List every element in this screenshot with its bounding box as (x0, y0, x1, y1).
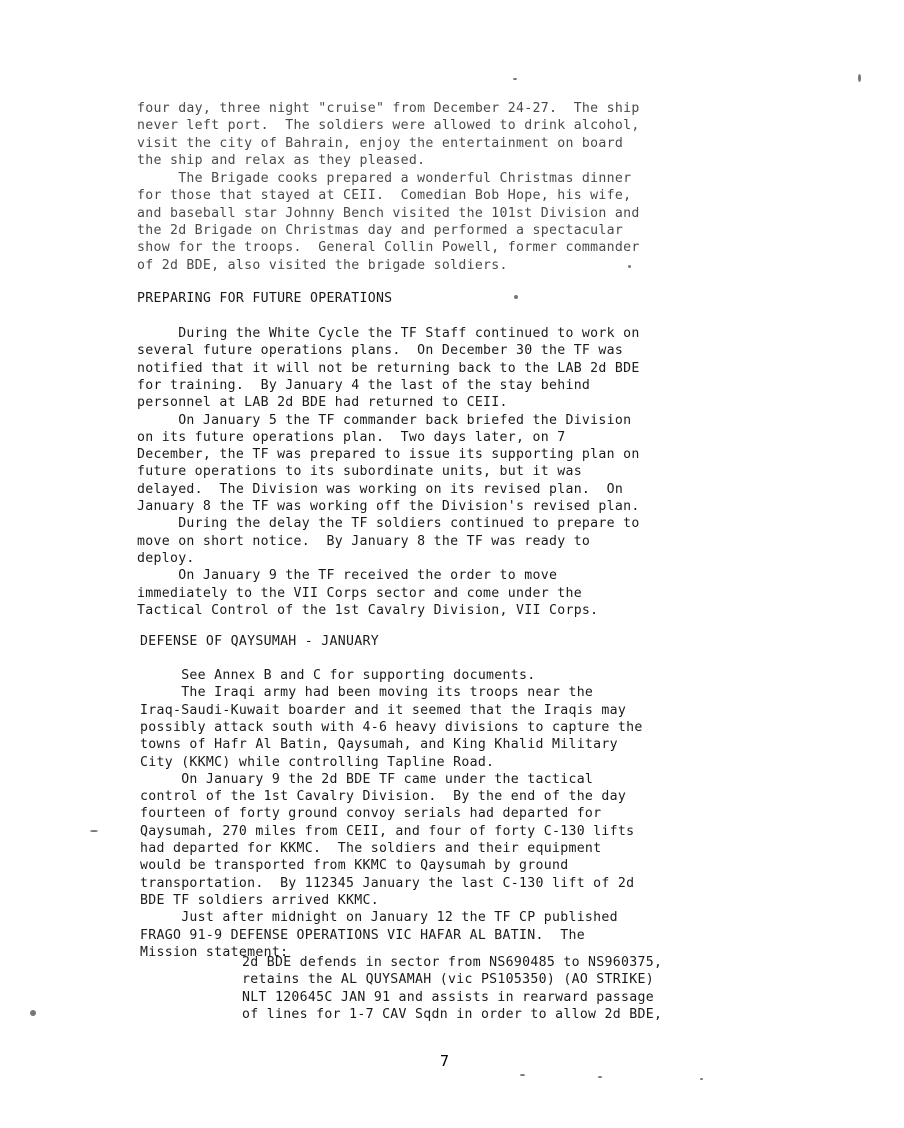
text-line: On January 9 the 2d BDE TF came under the tactical (140, 771, 594, 787)
text-line: The Brigade cooks prepared a wonderful Christmas dinner (137, 171, 632, 186)
text-line: personnel at LAB 2d BDE had returned to CEII. (137, 395, 508, 411)
page-number: 7 (440, 1052, 450, 1070)
text-line: of 2d BDE, also visited the brigade soldiers. (137, 257, 508, 273)
text-line: on its future operations plan. Two days later, on 7 (137, 429, 566, 445)
text-line: During the White Cycle the TF Staff continued to work on (137, 326, 640, 341)
text-line: fourteen of forty ground convoy serials had departed for (140, 806, 602, 822)
text-line: the 2d Brigade on Christmas day and performed a spectacular (137, 222, 624, 238)
text-line: transportation. By 112345 January the last C-130 lift of 2d (140, 875, 635, 891)
text-line: visit the city of Bahrain, enjoy the entertainment on board (137, 135, 624, 151)
scan-speck (30, 1010, 36, 1016)
text-line: and baseball star Johnny Bench visited the 101st Division and (137, 205, 640, 221)
text-line: control of the 1st Cavalry Division. By the end of the day (140, 789, 627, 805)
text-line: During the delay the TF soldiers continued to prepare to (137, 516, 640, 532)
text-line: for training. By January 4 the last of the stay behind (137, 377, 591, 393)
text-line: NLT 120645C JAN 91 and assists in rearward passage (242, 989, 654, 1005)
text-line: On January 9 the TF received the order to move (137, 568, 558, 584)
text-line: four day, three night "cruise" from December 24-27. The ship (137, 101, 640, 116)
text-line: 2d BDE defends in sector from NS690485 to NS960375, (242, 955, 663, 970)
text-line: towns of Hafr Al Batin, Qaysumah, and King Khalid Military (140, 737, 618, 753)
scan-speck (520, 1074, 525, 1076)
scan-speck (700, 1078, 703, 1080)
text-line: FRAGO 91-9 DEFENSE OPERATIONS VIC HAFAR AL BATIN. The (140, 927, 585, 943)
scan-speck (90, 830, 98, 832)
text-line: several future operations plans. On December 30 the TF was (137, 343, 624, 359)
scan-speck (514, 295, 518, 299)
text-line: Qaysumah, 270 miles from CEII, and four of forty C-130 lifts (140, 823, 635, 839)
text-line: The Iraqi army had been moving its troops near the (140, 685, 594, 701)
text-line: never left port. The soldiers were allowed to drink alcohol, (137, 118, 640, 134)
text-line: had departed for KKMC. The soldiers and their equipment (140, 841, 602, 856)
section-heading: PREPARING FOR FUTURE OPERATIONS (137, 291, 393, 306)
scan-speck (598, 1076, 602, 1078)
text-line: possibly attack south with 4-6 heavy divisions to capture the (140, 719, 643, 735)
text-line: See Annex B and C for supporting documents. (140, 668, 536, 683)
text-line: would be transported from KKMC to Qaysumah by ground (140, 858, 569, 874)
text-line: Tactical Control of the 1st Cavalry Division, VII Corps. (137, 602, 599, 618)
text-line: Iraq-Saudi-Kuwait boarder and it seemed that the Iraqis may (140, 702, 627, 718)
text-line: Mission statement: (140, 944, 289, 960)
text-line: December, the TF was prepared to issue its supporting plan on (137, 447, 640, 463)
text-line: immediately to the VII Corps sector and come under the (137, 585, 582, 601)
text-line: City (KKMC) while controlling Tapline Road. (140, 754, 495, 770)
section-heading: DEFENSE OF QAYSUMAH - JANUARY (140, 634, 379, 649)
text-line: BDE TF soldiers arrived KKMC. (140, 892, 379, 908)
text-line: On January 5 the TF commander back briefed the Division (137, 412, 632, 428)
text-line: delayed. The Division was working on its revised plan. On (137, 481, 624, 497)
text-line: the ship and relax as they pleased. (137, 152, 426, 168)
text-line: Just after midnight on January 12 the TF CP published (140, 910, 618, 926)
text-line: deploy. (137, 550, 195, 566)
scan-speck (513, 78, 517, 80)
text-line: January 8 the TF was working off the Division's revised plan. (137, 499, 640, 514)
text-line: notified that it will not be returning back to the LAB 2d BDE (137, 360, 640, 376)
text-line: of lines for 1-7 CAV Sqdn in order to allow 2d BDE, (242, 1006, 663, 1022)
text-line: for those that stayed at CEII. Comedian Bob Hope, his wife, (137, 188, 632, 204)
text-line: future operations to its subordinate units, but it was (137, 464, 582, 480)
scan-speck (858, 74, 861, 82)
scan-speck (628, 265, 631, 268)
text-line: move on short notice. By January 8 the TF was ready to (137, 533, 591, 549)
text-line: retains the AL QUYSAMAH (vic PS105350) (AO STRIKE) (242, 972, 654, 988)
text-line: show for the troops. General Collin Powell, former commander (137, 240, 640, 256)
